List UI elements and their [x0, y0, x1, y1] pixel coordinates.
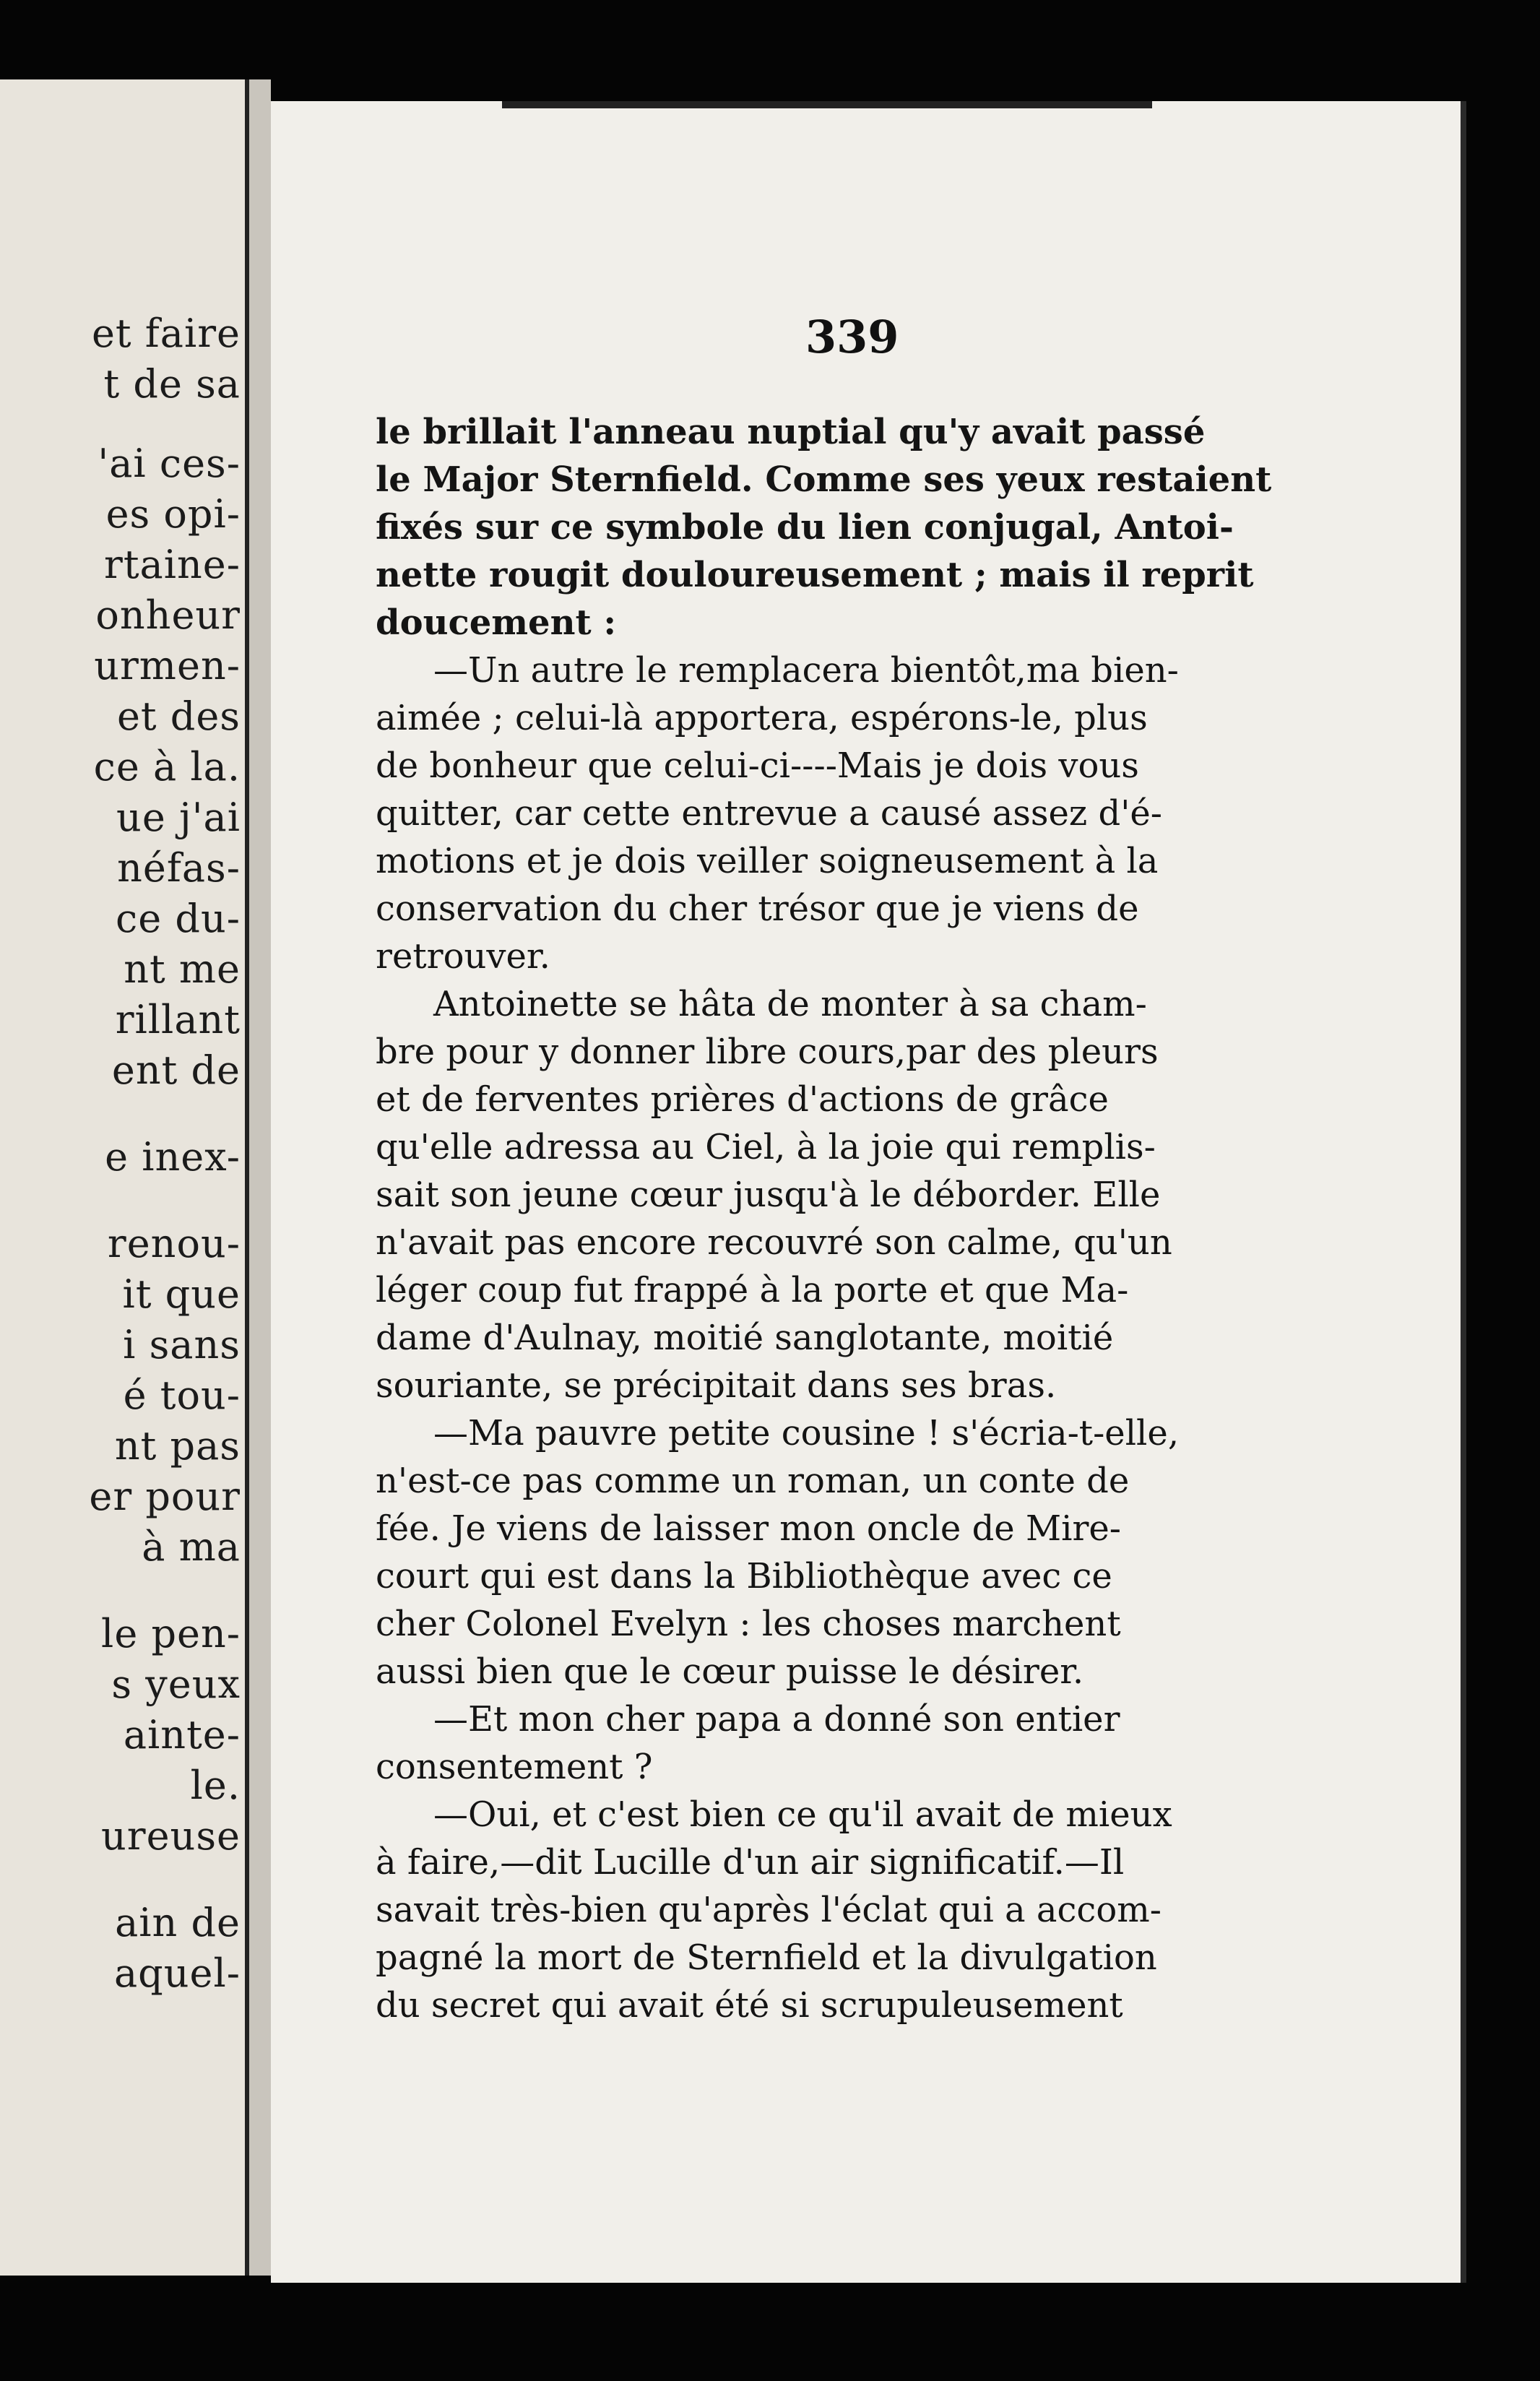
previous-page-line: e inex-	[105, 1134, 241, 1180]
previous-page-line: er pour	[89, 1474, 241, 1519]
previous-page-line: le.	[190, 1763, 241, 1808]
text-line: dame d'Aulnay, moitié sanglotante, moitié	[376, 1318, 1114, 1358]
page-number: 339	[805, 311, 899, 363]
text-line: —Et mon cher papa a donné son entier	[433, 1699, 1120, 1740]
previous-page-line: et faire	[91, 311, 241, 356]
text-line: fixés sur ce symbole du lien conjugal, Antoi-	[376, 507, 1234, 548]
previous-page-line: nt pas	[114, 1423, 241, 1469]
previous-page-line: onheur	[95, 592, 241, 638]
text-line: à faire,—dit Lucille d'un air significatif.—Il	[376, 1842, 1125, 1883]
text-line: le brillait l'anneau nuptial qu'y avait passé	[376, 412, 1206, 452]
previous-page-line: nt me	[124, 946, 241, 992]
text-line: léger coup fut frappé à la porte et que Ma-	[376, 1270, 1129, 1310]
previous-page-line: le pen-	[101, 1611, 241, 1656]
text-line: le Major Sternfield. Comme ses yeux restaient	[376, 459, 1272, 500]
previous-page-line: ain de	[115, 1900, 241, 1945]
previous-page-line: es opi-	[105, 491, 241, 537]
text-line: —Oui, et c'est bien ce qu'il avait de mieux	[433, 1794, 1172, 1835]
previous-page-line: ue j'ai	[116, 795, 241, 840]
previous-page-line: néfas-	[117, 845, 241, 891]
text-line: retrouver.	[376, 936, 550, 977]
text-line: fée. Je viens de laisser mon oncle de Mire-	[376, 1508, 1122, 1549]
previous-page-line: ureuse	[101, 1813, 241, 1859]
top-rule	[502, 101, 1152, 108]
text-line: Antoinette se hâta de monter à sa cham-	[433, 984, 1147, 1024]
text-line: nette rougit douloureusement ; mais il reprit	[376, 555, 1254, 595]
text-line: et de ferventes prières d'actions de grâce	[376, 1079, 1109, 1120]
text-line: consentement ?	[376, 1747, 653, 1787]
previous-page-line: rillant	[115, 997, 241, 1042]
text-line: n'avait pas encore recouvré son calme, qu'un	[376, 1222, 1172, 1263]
previous-page-line: ce du-	[116, 896, 241, 941]
text-line: court qui est dans la Bibliothèque avec ce	[376, 1556, 1112, 1596]
previous-page-line: é tou-	[123, 1373, 241, 1418]
previous-page-line: ainte-	[123, 1712, 241, 1758]
text-line: aimée ; celui-là apportera, espérons-le, plus	[376, 698, 1148, 738]
previous-page-line: à ma	[142, 1524, 241, 1570]
previous-page-line: urmen-	[94, 643, 241, 688]
text-line: qu'elle adressa au Ciel, à la joie qui remplis-	[376, 1127, 1156, 1167]
previous-page-line: ce à la.	[93, 744, 241, 790]
text-line: souriante, se précipitait dans ses bras.	[376, 1365, 1057, 1406]
previous-page-line: ent de	[111, 1047, 241, 1093]
previous-page-line: t de sa	[103, 361, 241, 407]
text-line: doucement :	[376, 602, 617, 643]
previous-page-line: aquel-	[113, 1950, 241, 1996]
previous-page-line: it que	[122, 1271, 241, 1317]
text-line: de bonheur que celui-ci----Mais je dois vous	[376, 746, 1139, 786]
text-line: quitter, car cette entrevue a causé assez d'é-	[376, 793, 1163, 834]
text-line: n'est-ce pas comme un roman, un conte de	[376, 1461, 1130, 1501]
body-text	[376, 408, 1315, 2029]
previous-page-line: rtaine-	[104, 542, 241, 587]
previous-page-line: i sans	[123, 1322, 241, 1367]
page-gutter	[249, 79, 271, 2276]
text-line: conservation du cher trésor que je viens de	[376, 889, 1139, 929]
text-line: —Un autre le remplacera bientôt,ma bien-	[433, 650, 1179, 691]
text-line: bre pour y donner libre cours,par des pleurs	[376, 1032, 1159, 1072]
text-line: motions et je dois veiller soigneusement à la	[376, 841, 1159, 881]
text-line: sait son jeune cœur jusqu'à le déborder. Elle	[376, 1175, 1161, 1215]
text-line: cher Colonel Evelyn : les choses marchent	[376, 1604, 1121, 1644]
text-line: —Ma pauvre petite cousine ! s'écria-t-elle,	[433, 1413, 1180, 1453]
text-line: pagné la mort de Sternfield et la divulgation	[376, 1937, 1157, 1978]
text-line: aussi bien que le cœur puisse le désirer.	[376, 1651, 1084, 1692]
text-line: du secret qui avait été si scrupuleusement	[376, 1985, 1123, 2026]
previous-page-line: renou-	[107, 1221, 241, 1266]
previous-page-line: s yeux	[111, 1661, 241, 1707]
previous-page-line: et des	[116, 693, 241, 739]
previous-page-line: 'ai ces-	[98, 441, 241, 486]
previous-page-fragment	[0, 79, 249, 2276]
text-line: savait très-bien qu'après l'éclat qui a accom-	[376, 1890, 1162, 1930]
